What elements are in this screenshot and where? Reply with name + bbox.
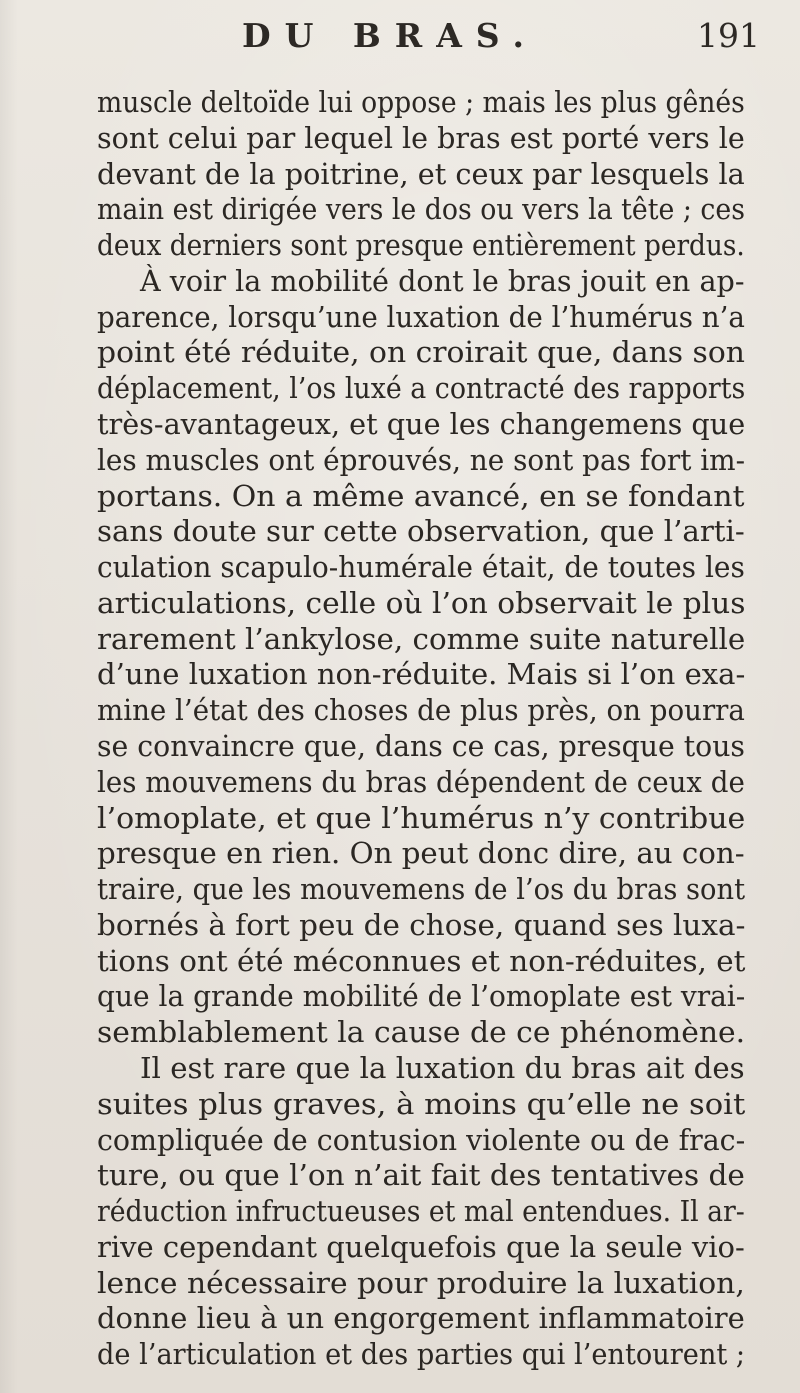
text-line: mine l’état des choses de plus près, on pourra [97, 693, 745, 728]
text-line: culation scapulo-humérale était, de toutes les [97, 550, 745, 585]
running-head: DU BRAS. [242, 16, 538, 55]
text-line: déplacement, l’os luxé a contracté des rapports [97, 371, 746, 406]
text-line: sont celui par lequel le bras est porté vers le [97, 120, 745, 155]
text-line: traire, que les mouvemens de l’os du bras sont [97, 872, 746, 907]
text-line: parence, lorsqu’une luxation de l’humérus n’a [97, 299, 745, 334]
text-line: articulations, celle où l’on observait le plus [97, 585, 746, 620]
text-line: de l’articulation et des parties qui l’entourent ; [97, 1337, 746, 1372]
text-line: bornés à fort peu de chose, quand ses luxa- [97, 907, 746, 942]
text-line: presque en rien. On peut donc dire, au con- [97, 836, 745, 871]
text-line: Il est rare que la luxation du bras ait des [140, 1051, 745, 1085]
text-line: tions ont été méconnues et non-réduites, et [97, 943, 746, 978]
page-edge-shadow [0, 0, 18, 1393]
text-line: devant de la poitrine, et ceux par lesquels la [97, 156, 745, 191]
text-line: point été réduite, on croirait que, dans son [97, 335, 745, 370]
text-line: les muscles ont éprouvés, ne sont pas fort im- [97, 442, 746, 477]
text-line: se convaincre que, dans ce cas, presque tous [97, 729, 745, 763]
text-line: À voir la mobilité dont le bras jouit en ap- [140, 263, 745, 298]
text-line: muscle deltoïde lui oppose ; mais les plus gênés [97, 85, 745, 119]
text-line: rive cependant quelquefois que la seule vio- [97, 1229, 745, 1264]
text-line: ture, ou que l’on n’ait fait des tentatives de [97, 1158, 745, 1193]
text-line: portans. On a même avancé, en se fondant [97, 478, 745, 513]
text-line: sans doute sur cette observation, que l’arti- [97, 514, 745, 549]
text-line: semblablement la cause de ce phénomène. [97, 1015, 746, 1050]
text-line: l’omoplate, et que l’humérus n’y contribue [97, 800, 746, 835]
text-line: réduction infructueuses et mal entendues. Il ar- [97, 1194, 745, 1229]
text-line: que la grande mobilité de l’omoplate est vrai- [97, 979, 746, 1014]
text-line: très-avantageux, et que les changemens que [97, 407, 746, 441]
text-line: lence nécessaire pour produire la luxation, [97, 1265, 745, 1300]
text-line: main est dirigée vers le dos ou vers la tête ; ces [97, 192, 745, 227]
text-line: compliquée de contusion violente ou de frac- [97, 1122, 746, 1157]
text-line: deux derniers sont presque entièrement perdus. [97, 228, 745, 263]
text-line: d’une luxation non-réduite. Mais si l’on exa- [97, 657, 746, 692]
page-header [0, 14, 800, 64]
page-number: 191 [697, 16, 760, 55]
text-line: les mouvemens du bras dépendent de ceux de [97, 764, 745, 799]
text-line: rarement l’ankylose, comme suite naturelle [97, 621, 746, 656]
text-line: donne lieu à un engorgement inflammatoire [97, 1301, 745, 1336]
text-line: suites plus graves, à moins qu’elle ne soit [97, 1086, 746, 1121]
